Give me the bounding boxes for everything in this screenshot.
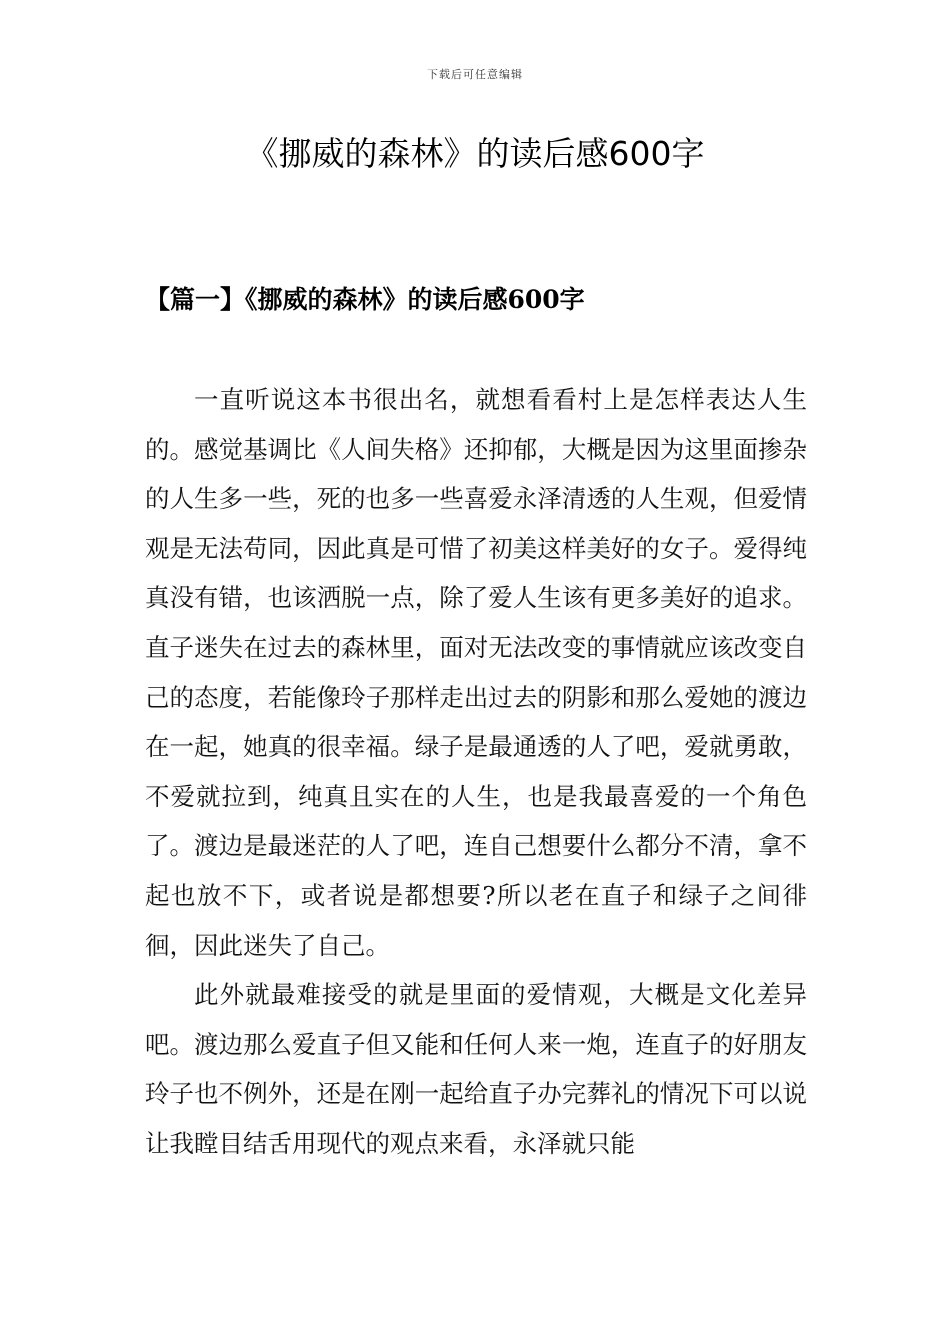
paragraph-1: 一直听说这本书很出名，就想看看村上是怎样表达人生的。感觉基调比《人间失格》还抑郁，大概是因为这里面掺杂的人生多一些，死的也多一些喜爱永泽清透的人生观，但爱情观是无法苟同，因此真是可惜了初美这样美好的女子。爱得纯真没有错，也该洒脱一点，除了爱人生该有更多美好的追求。直子迷失在过去的森林里，面对无法改变的事情就应该改变自己的态度，若能像玲子那样走出过去的阴影和那么爱她的渡边在一起，她真的很幸福。绿子是最通透的人了吧，爱就勇敢，不爱就拉到，纯真且实在的人生，也是我最喜爱的一个角色了。渡边是最迷茫的人了吧，连自己想要什么都分不清，拿不起也放不下，或者说是都想要?所以老在直子和绿子之间徘徊，因此迷失了自己。: [145, 385, 807, 960]
article-body: [145, 375, 807, 1169]
header-note: 下载后可任意编辑: [427, 68, 523, 81]
document-title: 《挪威的森林》的读后感600字: [245, 134, 705, 173]
paragraph-2: 此外就最难接受的就是里面的爱情观，大概是文化差异吧。渡边那么爱直子但又能和任何人来一炮，连直子的好朋友玲子也不例外，还是在刚一起给直子办完葬礼的情况下可以说让我瞠目结舌用现代的观点来看，永泽就只能: [145, 980, 807, 1158]
section-heading: 【篇一】《挪威的森林》的读后感600字: [145, 285, 585, 314]
